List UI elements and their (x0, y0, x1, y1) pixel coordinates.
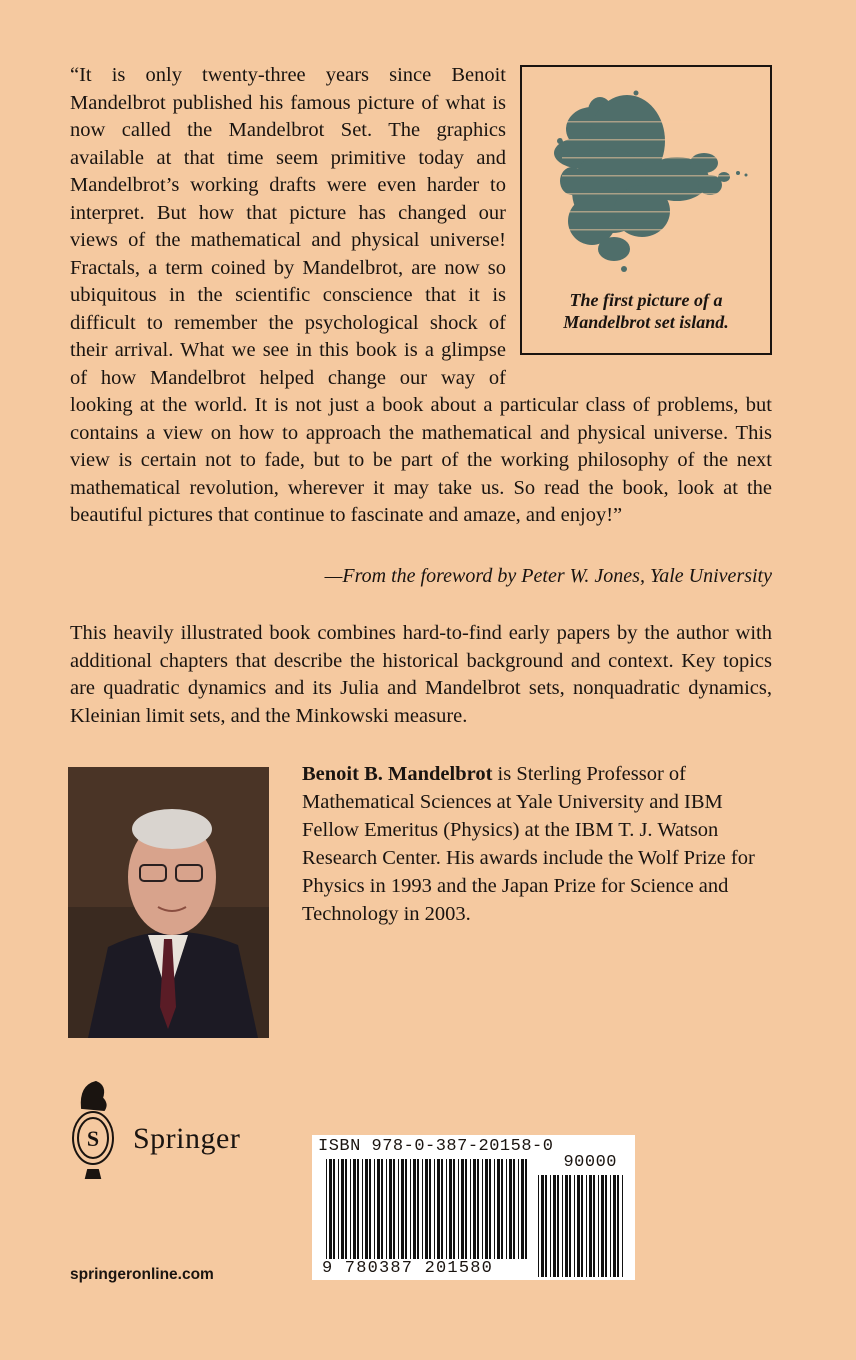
author-name: Benoit B. Mandelbrot (302, 763, 493, 785)
isbn-barcode (312, 1135, 635, 1280)
figure-caption: The first picture of a Mandelbrot set island. (563, 290, 729, 332)
ean-barcode-bars (326, 1159, 531, 1259)
book-description: This heavily illustrated book combines hard-to-find early papers by the author with additional chapters that describe the historical background and context. Key topics are quadratic dynamics and its Julia and Mandelbrot sets, nonquadratic dynamics, Kleinian limit sets, and the Minkowski measure. (70, 622, 772, 727)
springer-knight-logo-icon (66, 1078, 120, 1182)
svg-text:S: S (86, 1126, 100, 1151)
publisher-website: springeronline.com (70, 1266, 214, 1283)
ean-digits: 9 780387 201580 (322, 1259, 494, 1278)
foreword-quote (70, 62, 772, 530)
figure-box (520, 65, 772, 355)
quote-text: “It is only twenty-three years since Benoit Mandelbrot published his famous picture of what is now called the Mandelbrot Set. The graphics available at that time seem primitive today and Mandelbrot’s working drafts were even harder to interpret. But how that picture has changed our views of the mathematical and physical universe! Fractals, a term coined by Mandelbrot, are now so ubiquitous in the scientific conscience that it is difficult to remember the psychological shock of their arrival. What we see in this book is a glimpse of how Mandelbrot helped change our way of looking at the world. It is not just a book about a particular class of problems, but contains a view on how to approach the mathematical and physical universe. This view is certain not to fade, but to be part of the working philosophy of the next mathematical revolution, wherever it may take us. So read the book, look at the beautiful pictures that continue to fascinate and amaze, and enjoy!” (70, 64, 772, 526)
addon-barcode-bars (538, 1175, 626, 1277)
mandelbrot-island-image (532, 81, 762, 281)
isbn-number: ISBN 978-0-387-20158-0 (318, 1137, 554, 1156)
quote-attribution: —From the foreword by Peter W. Jones, Yale University (324, 565, 772, 587)
price-code: 90000 (563, 1153, 617, 1172)
author-photo (68, 767, 269, 1038)
author-bio (302, 760, 772, 928)
author-bio-text: is Sterling Professor of Mathematical Sciences at Yale University and IBM Fellow Emeritus (Physics) at the IBM T. J. Watson Research Center. His awards include the Wolf Prize for Physics in 1993 and the Japan Prize for Science and Technology in 2003. (302, 763, 755, 925)
publisher-name: Springer (133, 1122, 241, 1155)
